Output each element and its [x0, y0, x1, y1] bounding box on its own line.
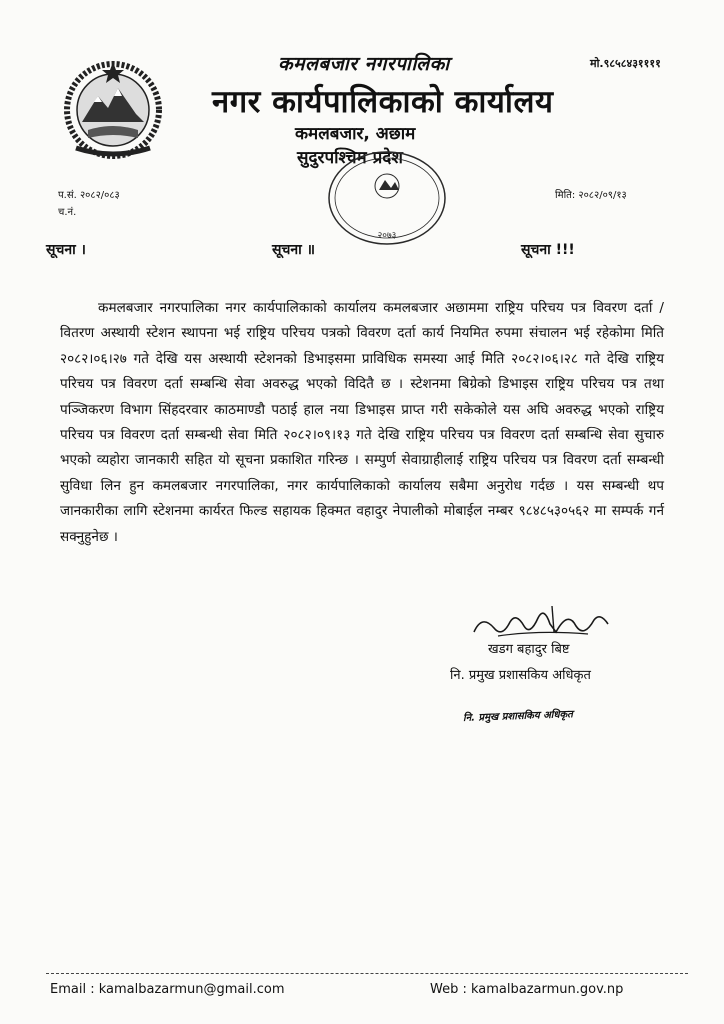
office-title: नगर कार्यपालिकाको कार्यालय	[212, 84, 554, 120]
notice-heading-2: सूचना ॥	[272, 242, 316, 258]
reference-number: प.सं. २०८२/०८३	[58, 190, 120, 201]
signer-name: खडग बहादुर बिष्ट	[488, 642, 570, 657]
footer-website: Web : kamalbazarmun.gov.np	[430, 982, 624, 997]
notice-heading-3: सूचना !!!	[521, 242, 575, 258]
footer-divider	[46, 973, 688, 974]
office-stamp	[325, 148, 450, 250]
signature-scribble	[468, 602, 613, 644]
stamp-year: २०७३	[377, 231, 397, 241]
notice-heading-1: सूचना ।	[46, 242, 86, 258]
letter-date: मिति: २०८२/०९/१३	[555, 190, 627, 201]
office-province: सुदुरपश्चिम प्रदेश	[297, 148, 403, 168]
nepal-emblem-icon	[58, 52, 168, 162]
office-address: कमलबजार, अछाम	[295, 124, 416, 144]
notice-body: कमलबजार नगरपालिका नगर कार्यपालिकाको कार्यालय कमलबजार अछाममा राष्ट्रिय परिचय पत्र विवरण दर्ता / वितरण अस्थायी स्टेशन स्थापना भई राष्ट्रिय परिचय पत्रको विवरण दर्ता कार्य नियमित रुपमा संचालन भई रहेकोमा मिति २०८२।०६।२७ गते देखि यस अस्थायी स्टेशनको डिभाइसमा प्राविधिक समस्या आई मिति २०८२।०६।२८ गते देखि राष्ट्रिय परिचय पत्र विवरण दर्ता सम्बन्धि सेवा अवरुद्ध भएको विदितै छ । स्टेशनमा बिग्रेको डिभाइस राष्ट्रिय परिचय पत्र तथा पञ्जिकरण विभाग सिंहदरवार काठमाण्डौ पठाई हाल नया डिभाइस प्राप्त गरी सकेकोले यस अघि अवरुद्ध भएको राष्ट्रिय परिचय पत्र विवरण दर्ता सम्बन्धी सेवा मिति २०८२।०९।१३ गते देखि राष्ट्रिय परिचय पत्र विवरण दर्ता सम्बन्धि सेवा सुचारु भएको व्यहोरा जानकारी सहित यो सूचना प्रकाशित गरिन्छ । सम्पुर्ण सेवाग्राहीलाई राष्ट्रिय परिचय पत्र विवरण दर्ता सम्बन्धी सुविधा लिन हुन कमलबजार नगरपालिका, नगर कार्यपालिकाको कार्यालय सबैमा अनुरोध गर्दछ । यस सम्बन्धी थप जानकारीका लागि स्टेशनमा कार्यरत फिल्ड सहायक हिक्मत वहादुर नेपालीको मोबाईल नम्बर ९८४८५३०५६२ मा सम्पर्क गर्न सक्नुहुनेछ ।	[60, 300, 664, 545]
municipality-name: कमलबजार नगरपालिका	[278, 53, 450, 75]
signer-title: नि. प्रमुख प्रशासकिय अधिकृत	[450, 668, 591, 683]
footer-email: Email : kamalbazarmun@gmail.com	[50, 982, 285, 997]
designation-stamp: नि. प्रमुख प्रशासकिय अधिकृत	[462, 709, 574, 724]
phone-number: मो.९८५८४३११११	[590, 57, 661, 70]
dispatch-number: च.नं.	[58, 207, 77, 218]
